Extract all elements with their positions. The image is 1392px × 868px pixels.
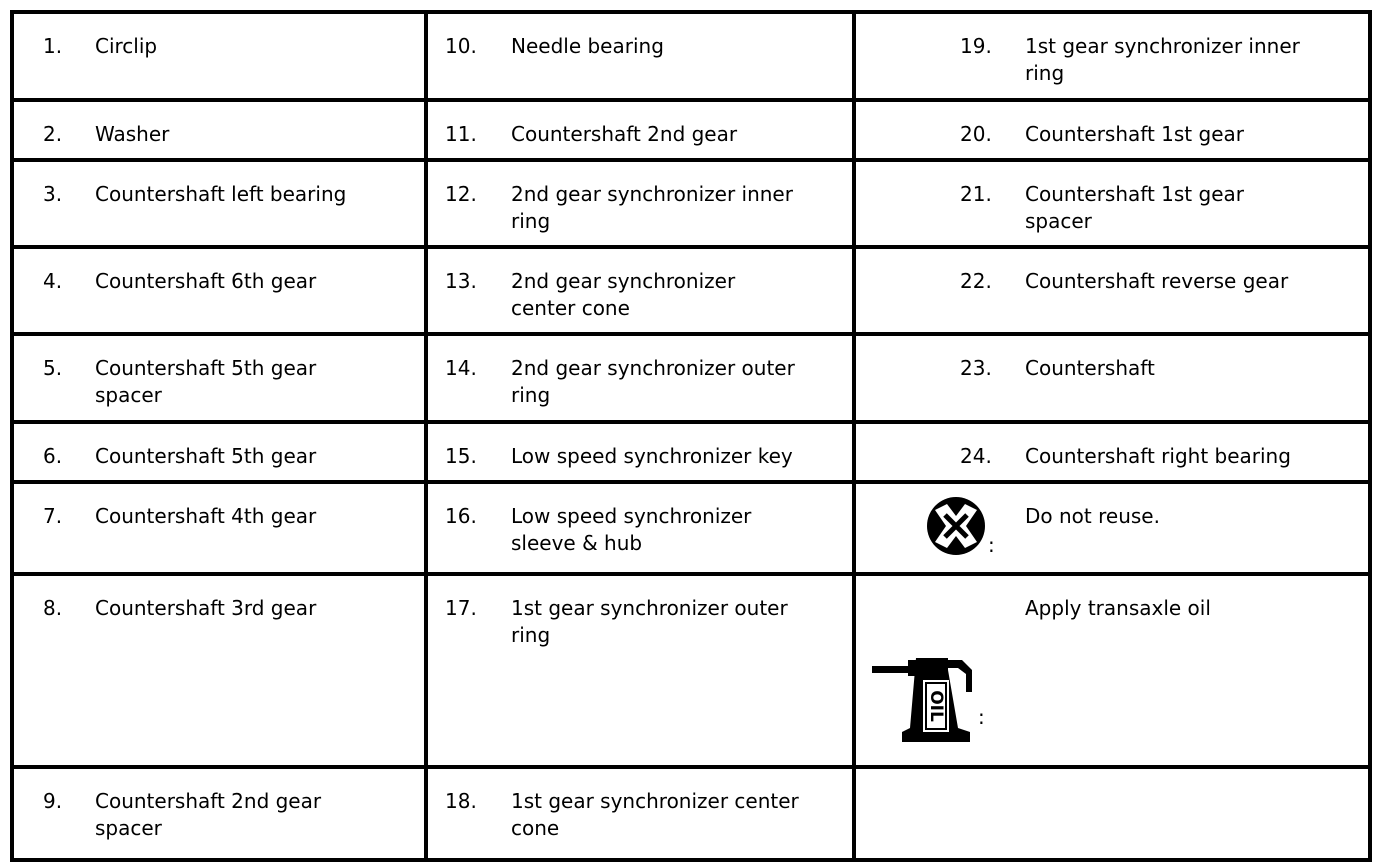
parts-legend-table bbox=[10, 10, 1372, 862]
item-label: Countershaft left bearing bbox=[95, 182, 347, 206]
item-label: Countershaft 2nd gear spacer bbox=[95, 789, 322, 840]
item-number: 20. bbox=[960, 122, 992, 146]
legend-cell bbox=[12, 482, 426, 574]
legend-row bbox=[12, 767, 1370, 860]
legend-cell bbox=[854, 160, 1370, 247]
legend-row bbox=[12, 247, 1370, 334]
item-label: Circlip bbox=[95, 34, 158, 58]
item-label: 2nd gear synchronizer center cone bbox=[511, 269, 736, 320]
item-label: 1st gear synchronizer center cone bbox=[511, 789, 799, 840]
legend-cell bbox=[12, 12, 426, 100]
item-label: Countershaft reverse gear bbox=[1025, 269, 1289, 293]
item-number: 1. bbox=[43, 34, 63, 58]
legend-row bbox=[12, 574, 1370, 767]
item-label: Countershaft 5th gear spacer bbox=[95, 356, 317, 407]
item-number: 14. bbox=[445, 356, 477, 380]
item-label: Countershaft 6th gear bbox=[95, 269, 317, 293]
legend-cell bbox=[426, 247, 854, 334]
legend-cell bbox=[426, 422, 854, 482]
legend-cell bbox=[12, 574, 426, 767]
legend-row bbox=[12, 160, 1370, 247]
item-label: Needle bearing bbox=[511, 34, 664, 58]
svg-text:OIL: OIL bbox=[926, 690, 946, 722]
item-number: 23. bbox=[960, 356, 992, 380]
item-label: Countershaft 1st gear spacer bbox=[1025, 182, 1244, 233]
item-number: 13. bbox=[445, 269, 477, 293]
legend-cell bbox=[854, 334, 1370, 422]
item-number: 22. bbox=[960, 269, 992, 293]
item-number: 18. bbox=[445, 789, 477, 813]
item-number: 11. bbox=[445, 122, 477, 146]
legend-cell bbox=[12, 767, 426, 860]
legend-cell bbox=[426, 767, 854, 860]
legend-cell bbox=[426, 100, 854, 160]
legend-cell bbox=[426, 160, 854, 247]
item-number: 21. bbox=[960, 182, 992, 206]
item-label: Countershaft 1st gear bbox=[1025, 122, 1244, 146]
item-number: 15. bbox=[445, 444, 477, 468]
legend-row bbox=[12, 12, 1370, 100]
item-label: Countershaft 2nd gear bbox=[511, 122, 738, 146]
legend-cell bbox=[854, 574, 1370, 767]
item-number: 16. bbox=[445, 504, 477, 528]
legend-cell bbox=[854, 12, 1370, 100]
item-number: 2. bbox=[43, 122, 63, 146]
item-label: Countershaft 3rd gear bbox=[95, 596, 317, 620]
legend-cell bbox=[426, 482, 854, 574]
item-number: 10. bbox=[445, 34, 477, 58]
item-number: 7. bbox=[43, 504, 63, 528]
legend-cell bbox=[854, 422, 1370, 482]
apply-oil-symbol bbox=[872, 652, 985, 751]
legend-cell bbox=[854, 100, 1370, 160]
item-number: 19. bbox=[960, 34, 992, 58]
oil-can-icon bbox=[872, 652, 976, 751]
legend-cell bbox=[12, 247, 426, 334]
legend-cell bbox=[12, 100, 426, 160]
item-label: 2nd gear synchronizer outer ring bbox=[511, 356, 795, 407]
item-number: 6. bbox=[43, 444, 63, 468]
item-number: 8. bbox=[43, 596, 63, 620]
do-not-reuse-symbol bbox=[926, 496, 995, 563]
item-label: 1st gear synchronizer inner ring bbox=[1025, 34, 1300, 85]
item-number: 9. bbox=[43, 789, 63, 813]
item-number: 3. bbox=[43, 182, 63, 206]
legend-row bbox=[12, 100, 1370, 160]
do-not-reuse-icon bbox=[926, 496, 986, 563]
item-label: Countershaft 4th gear bbox=[95, 504, 317, 528]
icon-colon: : bbox=[988, 533, 995, 557]
icon-colon: : bbox=[978, 705, 985, 729]
legend-row bbox=[12, 482, 1370, 574]
item-label: Do not reuse. bbox=[1025, 504, 1160, 528]
item-label: 1st gear synchronizer outer ring bbox=[511, 596, 788, 647]
item-label: Washer bbox=[95, 122, 170, 146]
item-label: Low speed synchronizer key bbox=[511, 444, 793, 468]
legend-row bbox=[12, 334, 1370, 422]
legend-cell bbox=[426, 334, 854, 422]
legend-cell bbox=[12, 334, 426, 422]
item-label: Countershaft bbox=[1025, 356, 1155, 380]
legend-cell bbox=[12, 422, 426, 482]
item-label: Low speed synchronizer sleeve & hub bbox=[511, 504, 752, 555]
item-number: 17. bbox=[445, 596, 477, 620]
item-number: 4. bbox=[43, 269, 63, 293]
legend-row bbox=[12, 422, 1370, 482]
item-number: 12. bbox=[445, 182, 477, 206]
item-label: 2nd gear synchronizer inner ring bbox=[511, 182, 793, 233]
legend-cell bbox=[12, 160, 426, 247]
item-number: 5. bbox=[43, 356, 63, 380]
item-label: Countershaft 5th gear bbox=[95, 444, 317, 468]
item-label: Countershaft right bearing bbox=[1025, 444, 1291, 468]
item-number: 24. bbox=[960, 444, 992, 468]
legend-cell bbox=[854, 247, 1370, 334]
legend-cell bbox=[854, 482, 1370, 574]
legend-cell bbox=[426, 574, 854, 767]
legend-cell bbox=[426, 12, 854, 100]
item-label: Apply transaxle oil bbox=[1025, 596, 1211, 620]
legend-cell-empty bbox=[854, 767, 1370, 860]
